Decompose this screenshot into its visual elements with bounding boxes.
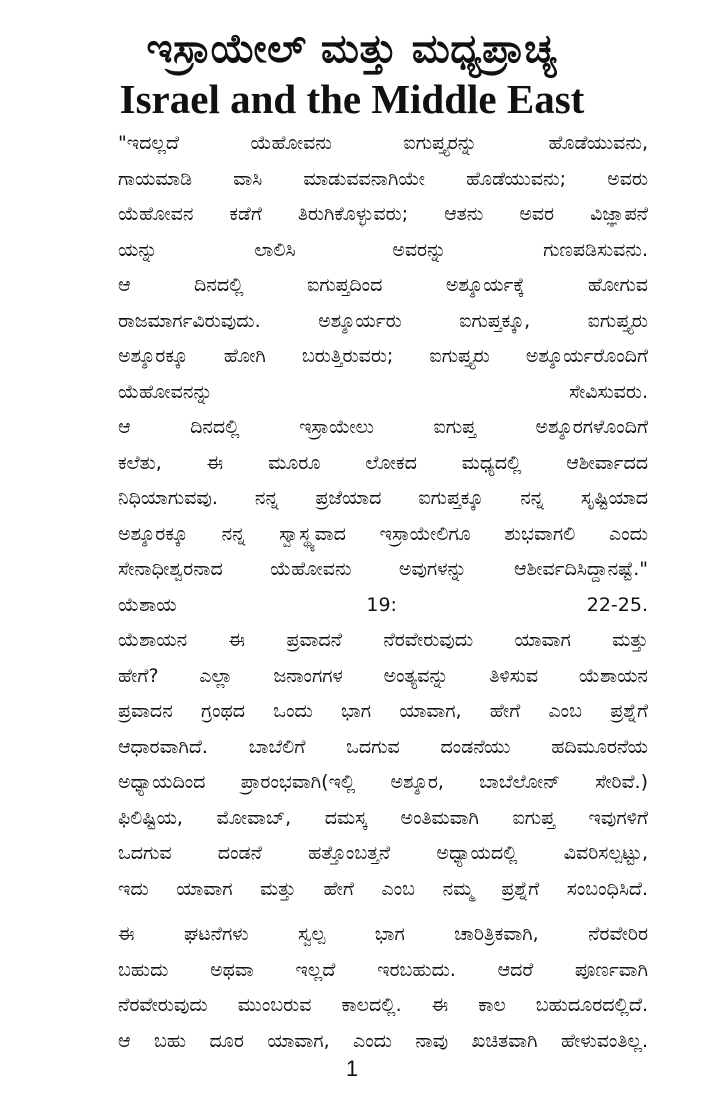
text-line: ಅಶ್ಶೂರಕ್ಕೂ ನನ್ನ ಸ್ವಾಸ್ಥ್ಯವಾದ ಇಸ್ರಾಯೇಲಿಗೂ ಶುಭವಾಗಲಿ ಎಂದು <box>118 522 648 545</box>
text-line: ನಿಧಿಯಾಗುವವು. ನನ್ನ ಪ್ರಜೆಯಾದ ಐಗುಪ್ತಕ್ಕೂ ನನ್ನ ಸೃಷ್ಟಿಯಾದ <box>118 487 648 509</box>
text-line: ಆ ದಿನದಲ್ಲಿ ಐಗುಪ್ತದಿಂದ ಅಶ್ಶೂರ್ಯಕ್ಕೆ ಹೋಗುವ <box>118 274 648 296</box>
paragraph-5 <box>56 917 648 1059</box>
paragraph-2 <box>56 268 648 410</box>
text-line: ಯೆಹೋವನ ಕಡೆಗೆ ತಿರುಗಿಕೊಳ್ಳುವರು; ಆತನು ಅವರ ವಿಜ್ಞಾಪನೆ <box>118 203 648 225</box>
text-line: ಬಹುದು ಅಥವಾ ಇಲ್ಲದೆ ಇರಬಹುದು. ಆದರೆ ಪೂರ್ಣವಾಗಿ <box>118 958 648 981</box>
text-line: ಫಿಲಿಷ್ಟಿಯ, ಮೋವಾಬ್, ದಮಸ್ಕ ಅಂತಿಮವಾಗಿ ಐಗುಪ್ತ ಇವುಗಳಿಗೆ <box>118 806 648 829</box>
text-line: ಹೇಗೆ? ಎಲ್ಲಾ ಜನಾಂಗಗಳ ಅಂತ್ಯವನ್ನು ತಿಳಿಸುವ ಯೆಶಾಯನ <box>118 664 648 687</box>
text-line: ರಾಜಮಾರ್ಗವಿರುವುದು. ಅಶ್ಶೂರ್ಯರು ಐಗುಪ್ತಕ್ಕೂ, ಐಗುಪ್ತ್ಯರು <box>118 309 648 332</box>
text-line: ಗಾಯಮಾಡಿ ವಾಸಿ ಮಾಡುವವನಾಗಿಯೇ ಹೊಡೆಯುವನು; ಅವರು <box>118 167 648 190</box>
text-line: ಕಲೆತು, ಈ ಮೂರೂ ಲೋಕದ ಮಧ್ಯದಲ್ಲಿ ಆಶೀರ್ವಾದದ <box>118 451 648 474</box>
text-line: ಇದು ಯಾವಾಗ ಮತ್ತು ಹೇಗೆ ಎಂಬ ನಮ್ಮ ಪ್ರಶ್ನೆಗೆ ಸಂಬಂಧಿಸಿದೆ. <box>118 877 648 900</box>
paragraph-gap <box>56 907 648 917</box>
paragraph-1 <box>56 126 648 268</box>
text-line: ಪ್ರವಾದನ ಗ್ರಂಥದ ಒಂದು ಭಾಗ ಯಾವಾಗ, ಹೇಗೆ ಎಂಬ ಪ್ರಶ್ನೆಗೆ <box>118 700 648 722</box>
scripture-reference: ಯೆಶಾಯ 19: 22-25. <box>118 593 648 616</box>
paragraph-3 <box>56 410 648 623</box>
text-line: ಒದಗುವ ದಂಡನೆ ಹತ್ತೊಂಬತ್ತನೆ ಅಧ್ಯಾಯದಲ್ಲಿ ವಿವರಿಸಲ್ಪಟ್ಟು, <box>118 842 648 864</box>
paragraph-4 <box>56 623 648 907</box>
text-line: ಸೇನಾಧೀಶ್ವರನಾದ ಯೆಹೋವನು ಅವುಗಳನ್ನು ಆಶೀರ್ವದಿಸಿದ್ದಾನಷ್ಟೆ." <box>118 558 648 580</box>
text-line: ಯೆಹೋವನನ್ನು ಸೇವಿಸುವರು. <box>118 380 648 403</box>
text-line: ಆಧಾರವಾಗಿದೆ. ಬಾಬೆಲಿಗೆ ಒದಗುವ ದಂಡನೆಯು ಹದಿಮೂರನೆಯ <box>118 735 648 758</box>
text-line: ನೆರವೇರುವುದು ಮುಂಬರುವ ಕಾಲದಲ್ಲಿ. ಈ ಕಾಲ ಬಹುದೂರದಲ್ಲಿದೆ. <box>118 994 648 1016</box>
text-line: ಅಶ್ಶೂರಕ್ಕೂ ಹೋಗಿ ಬರುತ್ತಿರುವರು; ಐಗುಪ್ತ್ಯರು ಅಶ್ಶೂರ್ಯರೊಂದಿಗೆ <box>118 345 648 367</box>
page-number: 1 <box>345 1056 359 1081</box>
text-line: ಈ ಘಟನೆಗಳು ಸ್ವಲ್ಪ ಭಾಗ ಚಾರಿತ್ರಿಕವಾಗಿ, ನೆರವೇರಿರ <box>118 923 648 945</box>
page-title-kannada: ಇಸ್ರಾಯೇಲ್ ಮತ್ತು ಮಧ್ಯಪ್ರಾಚ್ಯ <box>146 26 558 72</box>
text-line: "ಇದಲ್ಲದೆ ಯೆಹೋವನು ಐಗುಪ್ತ್ಯರನ್ನು ಹೊಡೆಯುವನು, <box>118 132 648 154</box>
text-line: ಅಧ್ಯಾಯದಿಂದ ಪ್ರಾರಂಭವಾಗಿ(ಇಲ್ಲಿ ಅಶ್ಶೂರ, ಬಾಬೆಲೋನ್ ಸೇರಿವೆ.) <box>118 771 648 793</box>
text-line: ಯೆಶಾಯನ ಈ ಪ್ರವಾದನೆ ನೆರವೇರುವುದು ಯಾವಾಗ ಮತ್ತು <box>118 629 648 651</box>
text-line: ಆ ಬಹು ದೂರ ಯಾವಾಗ, ಎಂದು ನಾವು ಖಚಿತವಾಗಿ ಹೇಳುವಂತಿಲ್ಲ. <box>118 1029 648 1052</box>
text-line: ಯನ್ನು ಲಾಲಿಸಿ ಅವರನ್ನು ಗುಣಪಡಿಸುವನು. <box>118 238 648 261</box>
page-title-english: Israel and the Middle East <box>119 76 585 122</box>
text-line: ಆ ದಿನದಲ್ಲಿ ಇಸ್ರಾಯೇಲು ಐಗುಪ್ತ ಅಶ್ಶೂರಗಳೊಂದಿಗೆ <box>118 416 648 438</box>
